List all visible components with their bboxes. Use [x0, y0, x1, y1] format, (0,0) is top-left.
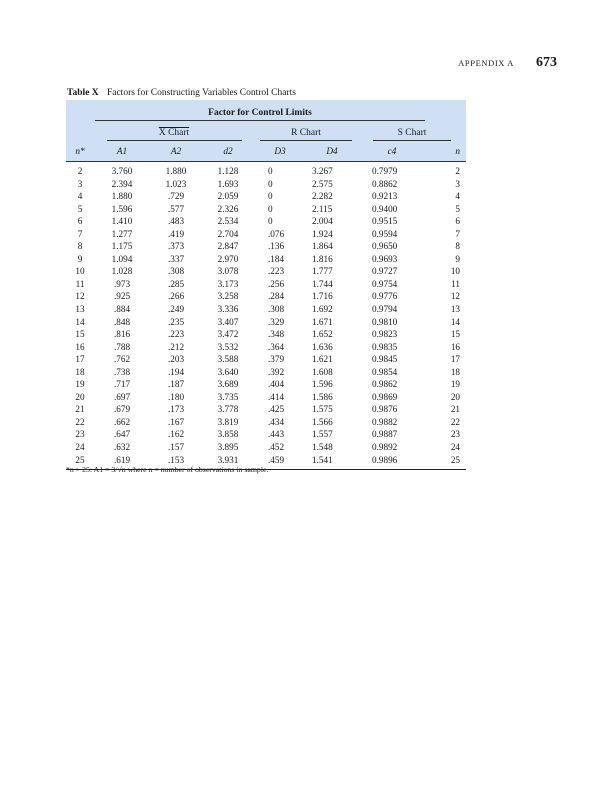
- cell-a2: .153: [167, 454, 185, 465]
- cell-n: 3: [455, 178, 460, 189]
- cell-d2: 3.858: [217, 429, 239, 440]
- cell-n-star: 19: [75, 379, 85, 390]
- table-row: [66, 378, 466, 391]
- cell-d3: .184: [268, 253, 285, 264]
- cell-n-star: 20: [75, 391, 85, 402]
- appendix-label: APPENDIX A: [458, 58, 514, 68]
- cell-d2: 3.078: [217, 266, 239, 277]
- cell-a1: 1.596: [111, 203, 133, 214]
- cell-d4: 1.652: [312, 329, 333, 340]
- cell-n: 22: [450, 416, 460, 427]
- cell-d2: 3.778: [217, 404, 239, 415]
- cell-n: 23: [450, 429, 460, 440]
- cell-a1: 1.880: [111, 191, 133, 202]
- cell-a2: .203: [167, 354, 185, 365]
- cell-a2: .194: [167, 366, 185, 377]
- cell-d4: 1.716: [312, 291, 333, 302]
- cell-n: 5: [455, 203, 460, 214]
- cell-c4: 0.9862: [372, 379, 398, 390]
- table-row: [66, 303, 466, 316]
- cell-d4: 1.816: [312, 253, 333, 264]
- cell-n: 13: [450, 304, 460, 315]
- cell-c4: 0.9515: [372, 216, 398, 227]
- cell-c4: 0.9693: [372, 253, 398, 264]
- cell-c4: 0.9835: [372, 341, 398, 352]
- cell-d4: 1.777: [312, 266, 333, 277]
- cell-d4: 1.557: [312, 429, 333, 440]
- table-row: [66, 341, 466, 354]
- table-row: [66, 265, 466, 278]
- cell-n-star: 24: [75, 442, 85, 453]
- cell-n-star: 12: [75, 291, 85, 302]
- cell-a1: .679: [113, 404, 131, 415]
- cell-d4: 1.864: [312, 241, 333, 252]
- cell-n-star: 11: [75, 278, 85, 289]
- col-header-n: n: [426, 143, 466, 162]
- cell-d2: 3.735: [217, 391, 239, 402]
- cell-n: 19: [450, 379, 460, 390]
- table-row: [66, 215, 466, 228]
- table-row: [66, 178, 466, 191]
- cell-d4: 2.575: [312, 178, 333, 189]
- cell-d4: 1.692: [312, 304, 333, 315]
- cell-d4: 1.541: [312, 454, 333, 465]
- cell-a1: 1.277: [111, 228, 133, 239]
- cell-a2: .285: [167, 278, 185, 289]
- cell-n-star: 3: [77, 178, 83, 189]
- s-chart-heading: S Chart: [373, 128, 451, 141]
- cell-a1: .816: [113, 329, 131, 340]
- cell-n-star: 6: [77, 216, 83, 227]
- cell-c4: 0.9810: [372, 316, 398, 327]
- cell-d3: 0: [268, 191, 273, 202]
- cell-a2: .337: [167, 253, 185, 264]
- cell-d4: 1.596: [312, 379, 333, 390]
- cell-d3: .392: [268, 366, 285, 377]
- table-row: [66, 391, 466, 404]
- cell-d4: 1.575: [312, 404, 333, 415]
- cell-d2: 3.258: [217, 291, 239, 302]
- table-caption: [67, 88, 296, 98]
- cell-n-star: 17: [75, 354, 85, 365]
- cell-c4: 0.9845: [372, 354, 398, 365]
- cell-a1: .717: [113, 379, 131, 390]
- xbar-chart-heading: X Chart: [107, 128, 242, 141]
- col-header-a1: A1: [94, 143, 150, 162]
- cell-d3: 0: [268, 203, 273, 214]
- cell-d4: 1.586: [312, 391, 333, 402]
- cell-a2: .180: [167, 391, 185, 402]
- cell-a1: .762: [113, 354, 131, 365]
- cell-n: 14: [450, 316, 460, 327]
- cell-d3: .434: [268, 416, 285, 427]
- cell-n: 11: [451, 278, 460, 289]
- cell-d2: 2.704: [217, 228, 239, 239]
- control-chart-factors-table: [66, 100, 466, 470]
- cell-a2: .308: [167, 266, 185, 277]
- cell-d3: .329: [268, 316, 285, 327]
- cell-a2: .157: [167, 442, 185, 453]
- table-row: [66, 403, 466, 416]
- cell-c4: 0.9854: [372, 366, 398, 377]
- cell-c4: 0.8862: [372, 178, 398, 189]
- factor-group-heading: Factor for Control Limits: [95, 108, 425, 121]
- cell-c4: 0.9876: [372, 404, 398, 415]
- table-row: [66, 290, 466, 303]
- cell-c4: 0.9650: [372, 241, 398, 252]
- cell-a2: .577: [167, 203, 185, 214]
- cell-n-star: 15: [75, 329, 85, 340]
- cell-n-star: 10: [75, 266, 85, 277]
- table-row: [66, 240, 466, 253]
- cell-a2: .235: [167, 316, 185, 327]
- col-header-d2: d2: [202, 143, 254, 162]
- cell-n: 7: [455, 228, 460, 239]
- cell-n-star: 16: [75, 341, 85, 352]
- cell-d2: 3.689: [217, 379, 239, 390]
- cell-d2: 3.640: [217, 366, 239, 377]
- cell-d3: .414: [268, 391, 285, 402]
- cell-d3: .284: [268, 291, 285, 302]
- cell-a1: .647: [113, 429, 131, 440]
- cell-d3: 0: [268, 216, 273, 227]
- cell-d3: .379: [268, 354, 285, 365]
- table-body: [66, 162, 466, 470]
- cell-c4: 0.9869: [372, 391, 398, 402]
- cell-n-star: 5: [77, 203, 83, 214]
- cell-n-star: 14: [75, 316, 85, 327]
- cell-n: 21: [450, 404, 460, 415]
- cell-a1: .662: [113, 416, 131, 427]
- table-row: [66, 228, 466, 241]
- cell-d4: 1.924: [312, 228, 333, 239]
- cell-d2: 3.336: [217, 304, 239, 315]
- cell-d2: 3.532: [217, 341, 239, 352]
- cell-d3: .076: [268, 228, 285, 239]
- cell-d4: 1.548: [312, 442, 333, 453]
- table-footnote: *n > 25: A1 = 3/√n where n = number of observations in sample.: [66, 465, 269, 474]
- cell-a1: .973: [113, 278, 131, 289]
- cell-d3: .256: [268, 278, 285, 289]
- cell-n: 9: [455, 253, 460, 264]
- cell-c4: 0.9400: [372, 203, 398, 214]
- cell-n-star: 18: [75, 366, 85, 377]
- cell-a1: 1.094: [111, 253, 133, 264]
- cell-n: 18: [450, 366, 460, 377]
- col-header-d3: D3: [254, 143, 306, 162]
- cell-n: 16: [450, 341, 460, 352]
- r-chart-heading: R Chart: [260, 128, 352, 141]
- table-row: [66, 441, 466, 454]
- cell-a1: .884: [113, 304, 131, 315]
- cell-d3: 0: [268, 178, 273, 189]
- cell-n-star: 13: [75, 304, 85, 315]
- cell-c4: 0.7979: [372, 166, 398, 176]
- cell-a2: .212: [167, 341, 185, 352]
- table-title: Factors for Constructing Variables Control Charts: [106, 88, 296, 98]
- cell-a2: 1.880: [165, 166, 187, 176]
- cell-d2: 3.895: [217, 442, 239, 453]
- cell-d4: 2.115: [312, 203, 333, 214]
- cell-d4: 1.566: [312, 416, 333, 427]
- cell-d2: 2.059: [217, 191, 239, 202]
- cell-a2: 1.023: [165, 178, 187, 189]
- cell-c4: 0.9213: [372, 191, 398, 202]
- cell-d4: 2.004: [312, 216, 333, 227]
- cell-d2: 3.588: [217, 354, 239, 365]
- cell-n: 15: [450, 329, 460, 340]
- cell-a2: .419: [167, 228, 185, 239]
- cell-d2: 2.326: [217, 203, 239, 214]
- col-header-c4: c4: [358, 143, 426, 162]
- table-row: [66, 316, 466, 329]
- cell-d4: 2.282: [312, 191, 333, 202]
- cell-d2: 3.407: [217, 316, 239, 327]
- cell-c4: 0.9727: [372, 266, 398, 277]
- cell-n-star: 9: [77, 253, 83, 264]
- table-row: [66, 353, 466, 366]
- cell-c4: 0.9794: [372, 304, 398, 315]
- table-row: [66, 416, 466, 429]
- cell-a1: .619: [113, 454, 131, 465]
- cell-n-star: 23: [75, 429, 85, 440]
- cell-a2: .373: [167, 241, 185, 252]
- cell-a1: .697: [113, 391, 131, 402]
- cell-n-star: 7: [77, 228, 83, 239]
- cell-c4: 0.9594: [372, 228, 398, 239]
- cell-a2: .249: [167, 304, 185, 315]
- table-row: [66, 278, 466, 291]
- cell-a1: 2.394: [111, 178, 133, 189]
- cell-a1: .738: [113, 366, 131, 377]
- cell-a2: .223: [167, 329, 185, 340]
- cell-a1: 3.760: [111, 166, 133, 176]
- cell-d4: 1.621: [312, 354, 333, 365]
- col-header-d4: D4: [306, 143, 358, 162]
- cell-d4: 3.267: [312, 166, 333, 176]
- cell-c4: 0.9776: [372, 291, 398, 302]
- cell-a2: .266: [167, 291, 185, 302]
- cell-n: 25: [450, 454, 460, 465]
- cell-n: 17: [450, 354, 460, 365]
- cell-n-star: 4: [77, 191, 83, 202]
- cell-c4: 0.9823: [372, 329, 398, 340]
- cell-d2: 2.847: [217, 241, 239, 252]
- cell-c4: 0.9754: [372, 278, 398, 289]
- cell-d2: 3.931: [217, 454, 239, 465]
- table-header: [66, 100, 466, 162]
- cell-a1: 1.175: [111, 241, 133, 252]
- cell-d3: .308: [268, 304, 285, 315]
- cell-d3: .348: [268, 329, 285, 340]
- cell-d3: .459: [268, 454, 285, 465]
- cell-d3: .136: [268, 241, 285, 252]
- factors-table: [66, 100, 466, 470]
- col-header-a2: A2: [150, 143, 202, 162]
- cell-d4: 1.671: [312, 316, 333, 327]
- cell-a2: .729: [167, 191, 185, 202]
- cell-c4: 0.9887: [372, 429, 398, 440]
- cell-n: 6: [455, 216, 460, 227]
- cell-d2: 1.128: [217, 166, 239, 176]
- table-row: [66, 190, 466, 203]
- cell-d3: .223: [268, 266, 285, 277]
- table-row: [66, 328, 466, 341]
- cell-d2: 3.472: [217, 329, 239, 340]
- cell-n-star: 25: [75, 454, 85, 465]
- cell-n: 20: [450, 391, 460, 402]
- cell-d2: 3.173: [217, 278, 239, 289]
- cell-a1: 1.410: [111, 216, 133, 227]
- cell-a2: .162: [167, 429, 185, 440]
- cell-a2: .173: [167, 404, 185, 415]
- cell-a2: .167: [167, 416, 185, 427]
- cell-d2: 1.693: [217, 178, 239, 189]
- page-number: 673: [536, 55, 557, 70]
- table-row: [66, 162, 466, 178]
- cell-n: 4: [455, 191, 460, 202]
- cell-n: 10: [450, 266, 460, 277]
- cell-n: 12: [450, 291, 460, 302]
- cell-c4: 0.9892: [372, 442, 398, 453]
- cell-d4: 1.744: [312, 278, 333, 289]
- cell-a2: .483: [167, 216, 185, 227]
- cell-d4: 1.608: [312, 366, 333, 377]
- cell-n-star: 22: [75, 416, 85, 427]
- cell-a1: .925: [113, 291, 131, 302]
- cell-d2: 2.534: [217, 216, 239, 227]
- cell-d2: 3.819: [217, 416, 239, 427]
- table-row: [66, 253, 466, 266]
- cell-n: 2: [455, 166, 460, 176]
- cell-d3: .364: [268, 341, 285, 352]
- cell-d3: .452: [268, 442, 285, 453]
- cell-d4: 1.636: [312, 341, 333, 352]
- cell-d3: .443: [268, 429, 285, 440]
- cell-d3: .404: [268, 379, 285, 390]
- cell-a1: .848: [113, 316, 131, 327]
- cell-n: 24: [450, 442, 460, 453]
- table-row: [66, 366, 466, 379]
- cell-a2: .187: [167, 379, 185, 390]
- table-row: [66, 428, 466, 441]
- cell-d3: 0: [268, 166, 273, 176]
- cell-n: 8: [455, 241, 460, 252]
- cell-d2: 2.970: [217, 253, 239, 264]
- cell-a1: .632: [113, 442, 131, 453]
- cell-n-star: 2: [77, 166, 83, 176]
- cell-c4: 0.9896: [372, 454, 398, 465]
- cell-c4: 0.9882: [372, 416, 398, 427]
- running-head: [458, 55, 557, 71]
- cell-a1: 1.028: [111, 266, 133, 277]
- cell-n-star: 8: [77, 241, 83, 252]
- col-header-n-star: n*: [66, 143, 94, 162]
- cell-n-star: 21: [75, 404, 85, 415]
- cell-d3: .425: [268, 404, 285, 415]
- cell-a1: .788: [113, 341, 131, 352]
- table-row: [66, 203, 466, 216]
- table-label: Table X: [67, 88, 99, 98]
